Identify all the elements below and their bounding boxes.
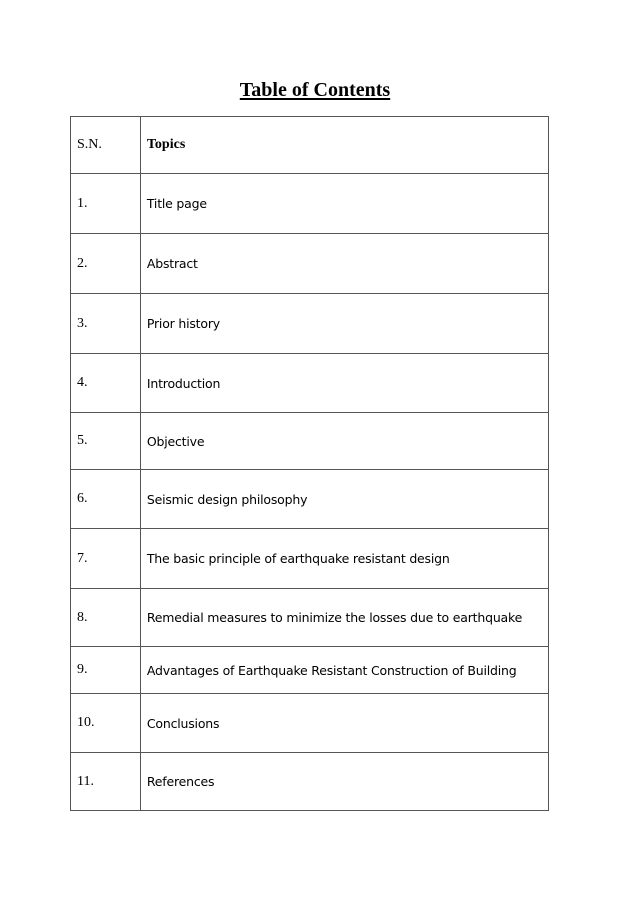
row-number: 4.: [71, 354, 141, 413]
table-row: [71, 529, 549, 589]
topics-header: Topics: [140, 117, 548, 174]
table-header-row: [71, 117, 549, 174]
row-number: 2.: [71, 234, 141, 294]
row-topic: Title page: [140, 174, 548, 234]
row-number: 10.: [71, 694, 141, 753]
row-number: 6.: [71, 470, 141, 529]
row-topic: Introduction: [140, 354, 548, 413]
page-title: Table of Contents: [239, 79, 391, 101]
toc-table: [70, 116, 549, 811]
row-topic: References: [140, 753, 548, 811]
row-number: 7.: [71, 529, 141, 589]
table-row: [71, 694, 549, 753]
table-row: [71, 234, 549, 294]
table-row: [71, 413, 549, 470]
sn-header: S.N.: [71, 117, 141, 174]
row-topic: Abstract: [140, 234, 548, 294]
table-row: [71, 753, 549, 811]
row-number: 3.: [71, 294, 141, 354]
table-row: [71, 294, 549, 354]
row-topic: Remedial measures to minimize the losses due to earthquake: [140, 589, 548, 647]
row-number: 1.: [71, 174, 141, 234]
table-row: [71, 647, 549, 694]
row-number: 5.: [71, 413, 141, 470]
row-number: 11.: [71, 753, 141, 811]
row-number: 8.: [71, 589, 141, 647]
row-topic: The basic principle of earthquake resistant design: [140, 529, 548, 589]
row-topic: Seismic design philosophy: [140, 470, 548, 529]
table-row: [71, 470, 549, 529]
table-row: [71, 589, 549, 647]
row-number: 9.: [71, 647, 141, 694]
row-topic: Objective: [140, 413, 548, 470]
row-topic: Conclusions: [140, 694, 548, 753]
table-row: [71, 174, 549, 234]
table-row: [71, 354, 549, 413]
row-topic: Prior history: [140, 294, 548, 354]
row-topic: Advantages of Earthquake Resistant Construction of Building: [140, 647, 548, 694]
